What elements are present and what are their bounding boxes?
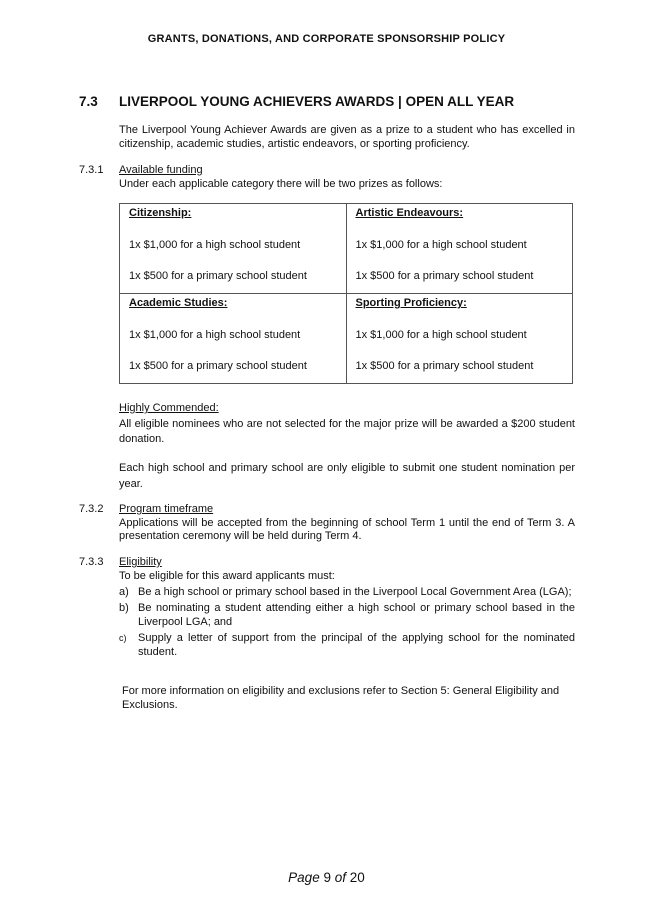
list-item-text: Be nominating a student attending either a high school or primary school based in the Liverpool LGA; and [138,601,575,628]
funding-heading: Available funding [119,164,203,176]
awards-table [119,203,573,384]
funding-intro: Under each applicable category there will be two prizes as follows: [119,177,443,190]
category-title: Academic Studies: [129,297,228,309]
section-number: 7.3 [79,94,98,109]
table-row [120,294,573,384]
prize-high-school: 1x $1,000 for a high school student [355,329,527,341]
highly-commended-text: All eligible nominees who are not selected for the major prize will be awarded a $200 student donation. [119,417,575,445]
eligibility-intro: To be eligible for this award applicants must: [119,569,335,582]
prize-primary-school: 1x $500 for a primary school student [129,270,307,282]
prize-primary-school: 1x $500 for a primary school student [355,270,534,282]
subsection-number-timeframe: 7.3.2 [79,503,104,515]
category-title: Citizenship: [129,207,192,219]
prize-primary-school: 1x $500 for a primary school student [355,360,534,372]
category-cell-academic [120,294,347,384]
list-marker: c) [119,632,127,643]
timeframe-text: Applications will be accepted from the beginning of school Term 1 until the end of Term 3. A presentation ceremony will be held during Term 4. [119,516,575,542]
eligibility-heading: Eligibility [119,556,162,568]
section-title: LIVERPOOL YOUNG ACHIEVERS AWARDS | OPEN ALL YEAR [119,94,515,109]
table-row [120,204,573,294]
list-marker: a) [119,586,129,598]
category-title: Artistic Endeavours: [355,207,464,219]
list-marker: b) [119,601,129,614]
more-info-text: For more information on eligibility and exclusions refer to Section 5: General Eligibility and Exclusions. [122,685,560,711]
prize-high-school: 1x $1,000 for a high school student [129,239,301,251]
subsection-number-eligibility: 7.3.3 [79,556,104,568]
category-title: Sporting Proficiency: [355,297,467,309]
timeframe-heading: Program timeframe [119,503,214,515]
prize-high-school: 1x $1,000 for a high school student [129,329,301,341]
list-item [119,601,575,630]
timeframe-block [119,503,575,544]
list-item [119,631,575,660]
list-item-text: Be a high school or primary school based in the Liverpool Local Government Area (LGA); [138,586,572,598]
prize-primary-school: 1x $500 for a primary school student [129,360,307,372]
funding-block [119,164,575,191]
category-cell-citizenship [120,204,347,294]
category-cell-sporting [346,294,573,384]
list-item-text: Supply a letter of support from the principal of the applying school for the nominated student. [138,631,575,658]
section-intro: The Liverpool Young Achiever Awards are given as a prize to a student who has excelled in citizenship, academic studies, artistic endeavors, or sporting proficiency. [119,124,575,150]
prize-high-school: 1x $1,000 for a high school student [355,239,527,251]
highly-commended-block [119,401,575,448]
eligibility-block [119,556,575,660]
page-number: Page 9 of 20 [288,870,365,885]
list-item [119,585,575,600]
highly-commended-heading: Highly Commended: [119,402,219,414]
subsection-number-funding: 7.3.1 [79,164,104,176]
category-cell-artistic [346,204,573,294]
nomination-text: Each high school and primary school are only eligible to submit one student nomination per year. [119,462,575,490]
page-header: GRANTS, DONATIONS, AND CORPORATE SPONSORSHIP POLICY [147,33,506,45]
